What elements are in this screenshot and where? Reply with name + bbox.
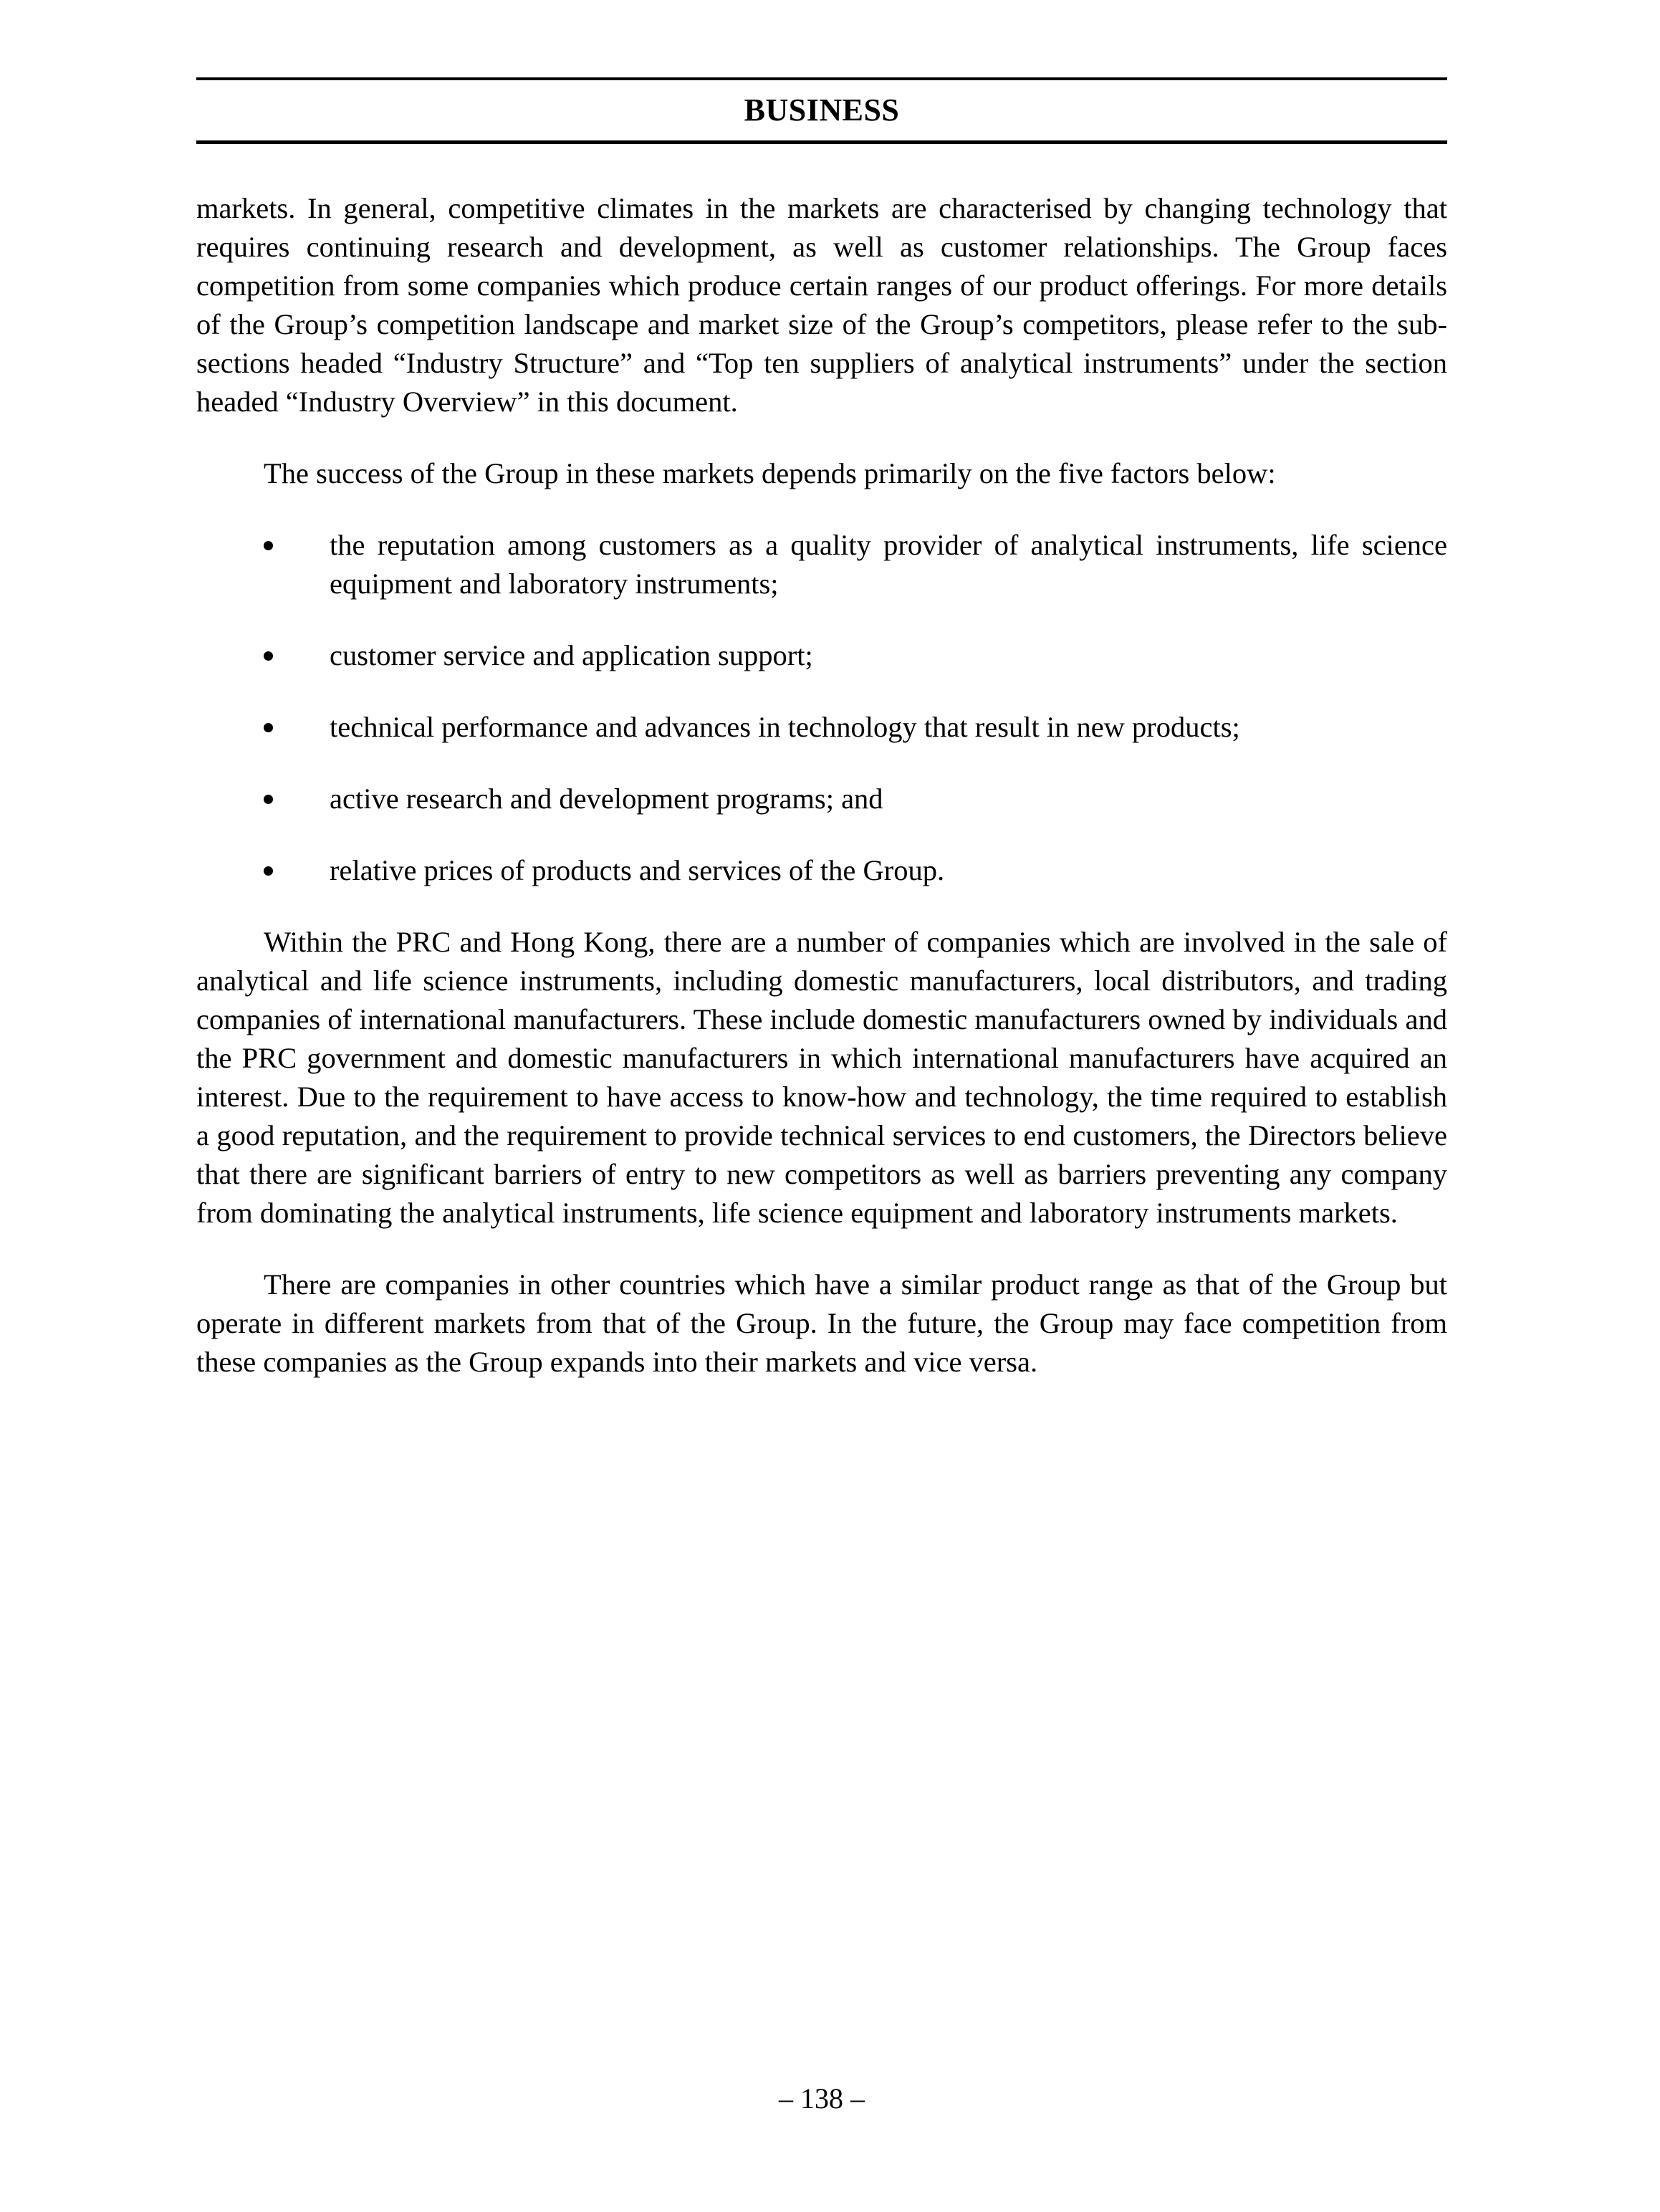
bullet-icon bbox=[264, 866, 273, 876]
list-item-text: the reputation among customers as a quality provider of analytical instruments, life science equipment and laboratory instruments; bbox=[330, 529, 1447, 600]
list-item bbox=[196, 636, 1447, 675]
bullet-icon bbox=[264, 541, 273, 550]
header-bottom-rule bbox=[196, 140, 1447, 144]
list-item bbox=[196, 526, 1447, 603]
paragraph-other-countries: There are companies in other countries which have a similar product range as that of the Group but operate in different markets from that of the Group. In the future, the Group may face competition from these companies as the Group expands into their markets and vice versa. bbox=[196, 1268, 1447, 1378]
list-item bbox=[196, 851, 1447, 890]
bullet-icon bbox=[264, 723, 273, 732]
section-title: BUSINESS bbox=[744, 92, 900, 128]
paragraph-competitive-climate: markets. In general, competitive climates in the markets are characterised by changing technology that requires continuing research and development, as well as customer relationships. The Group faces competition from some companies which produce certain ranges of our product offerings. For more details of the Group’s competition landscape and market size of the Group’s competitors, please refer to the sub-sections headed “Industry Structure” and “Top ten suppliers of analytical instruments” under the section headed “Industry Overview” in this document. bbox=[196, 192, 1447, 418]
paragraph-prc-hong-kong: Within the PRC and Hong Kong, there are a number of companies which are involved in the sale of analytical and life science instruments, including domestic manufacturers, local distributors, and trading companies of international manufacturers. These include domestic manufacturers owned by individuals and the PRC government and domestic manufacturers in which international manufacturers have acquired an interest. Due to the requirement to have access to know-how and technology, the time required to establish a good reputation, and the requirement to provide technical services to end customers, the Directors believe that there are significant barriers of entry to new competitors as well as barriers preventing any company from dominating the analytical instruments, life science equipment and laboratory instruments markets. bbox=[196, 926, 1447, 1229]
page-header bbox=[196, 77, 1447, 144]
success-factors-list bbox=[196, 526, 1447, 890]
body-text bbox=[196, 189, 1447, 1382]
list-item bbox=[196, 708, 1447, 747]
list-item-text: relative prices of products and services of the Group. bbox=[330, 854, 945, 886]
paragraph-success-factors-intro: The success of the Group in these markets depends primarily on the five factors below: bbox=[264, 457, 1276, 489]
list-item-text: technical performance and advances in technology that result in new products; bbox=[330, 711, 1240, 743]
bullet-icon bbox=[264, 651, 273, 661]
list-item bbox=[196, 780, 1447, 818]
list-item-text: active research and development programs; and bbox=[330, 782, 883, 815]
list-item-text: customer service and application support; bbox=[330, 639, 813, 671]
page-number: – 138 – bbox=[779, 2082, 865, 2115]
document-page bbox=[196, 0, 1447, 2212]
bullet-icon bbox=[264, 795, 273, 804]
